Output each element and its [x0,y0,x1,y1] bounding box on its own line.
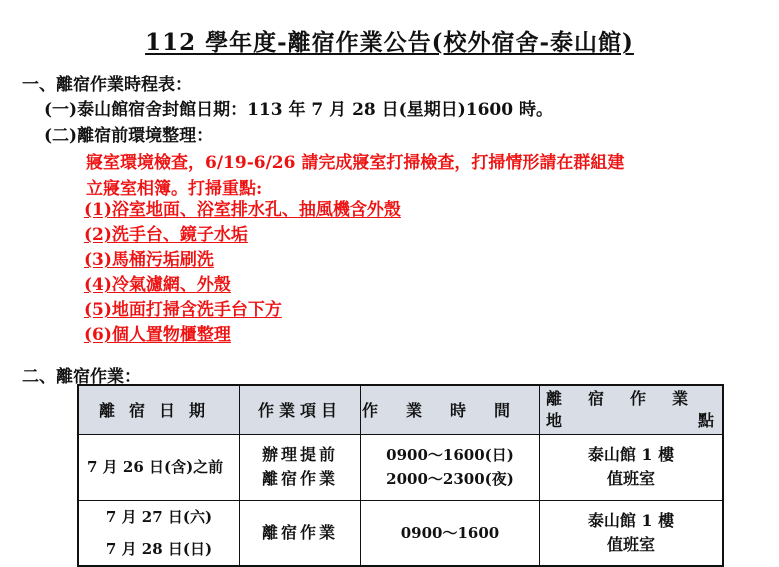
cleanup-heading: (二)離宿前環境整理： [44,126,214,146]
row1-item [240,434,361,500]
page-title-text: 112 學年度-離宿作業公告(校外宿舍-泰山館) [145,29,634,56]
header-date: 離宿日期 [78,385,240,434]
row1-item-line1: 辦理提前 [261,445,338,464]
cleanup-point-link[interactable]: (3)馬桶污垢刷洗 [84,250,214,270]
cleanup-point-link[interactable]: (2)洗手台、鏡子水垢 [84,225,248,245]
header-location-right: 點 [697,410,714,430]
row1-time-night: 2000～2300(夜) [386,470,514,488]
row2-date-line2: 7 月 28 日(日) [105,539,213,558]
row1-location-line2: 值班室 [606,469,655,488]
row2-location-line2: 值班室 [606,534,655,554]
cleanup-point-link[interactable]: (5)地面打掃含洗手台下方 [84,300,282,320]
header-location-line1: 離宿作業 [546,388,715,408]
header-time: 作業時間 [361,385,540,434]
row2-item: 離宿作業 [240,500,361,566]
header-location [540,385,724,434]
table-row [78,500,723,566]
row2-location [540,500,724,566]
header-item: 作業項目 [240,385,361,434]
row1-time-day: 0900～1600(日) [386,446,514,464]
cleanup-notice-line2: 立寢室相簿。打掃重點: [86,179,263,199]
cleanup-point-link[interactable]: (4)冷氣濾網、外殼 [84,275,231,295]
page-title [0,24,779,57]
row2-date [78,500,240,566]
cleanup-notice-line1: 寢室環境檢查，6/19-6/26 請完成寢室打掃檢查，打掃情形請在群組建 [86,153,625,173]
row1-date: 7 月 26 日(含)之前 [78,434,240,500]
checkout-schedule-table [77,384,724,567]
cleanup-point-link[interactable]: (6)個人置物櫃整理 [84,325,231,345]
row1-item-line2: 離宿作業 [261,469,338,488]
row1-location [540,434,724,500]
closing-date-item: (一)泰山館宿舍封館日期：113 年 7 月 28 日(星期日)1600 時。 [44,100,553,120]
row1-location-line1: 泰山館 1 樓 [587,445,675,464]
header-location-line2 [546,410,722,432]
header-location-left: 地 [546,410,563,430]
row2-time: 0900～1600 [361,500,540,566]
cleanup-point-link[interactable]: (1)浴室地面、浴室排水孔、抽風機含外殼 [84,200,401,220]
table-header-row [78,385,723,434]
cleanup-points-list [84,198,401,348]
row2-location-line1: 泰山館 1 樓 [587,510,675,530]
section2-heading: 二、離宿作業： [22,367,141,387]
row2-date-line1: 7 月 27 日(六) [105,507,213,526]
table-row [78,434,723,500]
row1-time [361,434,540,500]
section1-heading: 一、離宿作業時程表： [22,75,192,95]
